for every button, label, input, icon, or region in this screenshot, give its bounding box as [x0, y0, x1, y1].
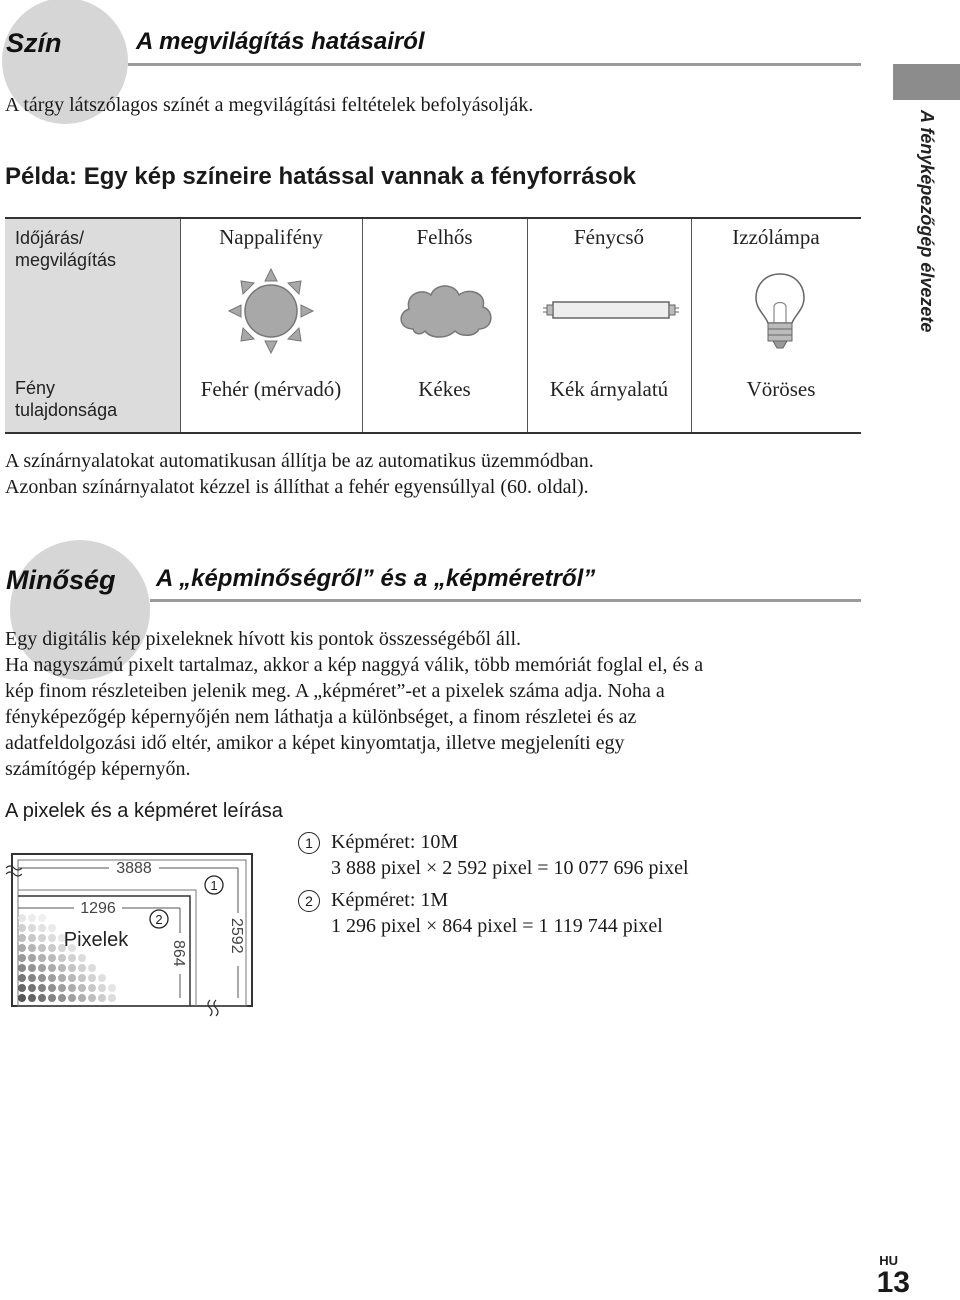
section-title-quality: A „képminőségről” és a „képméretről” — [156, 565, 596, 592]
property-cloudy: Kékes — [418, 377, 471, 401]
label-1296: 1296 — [80, 900, 116, 917]
paragraph-line: adatfeldolgozási idő eltér, amikor a képet kinyomtatja, illetve megjeleníti egy — [5, 732, 625, 754]
row-label-light: Fény tulajdonsága — [15, 378, 118, 420]
footer-page-number: 13 — [876, 1266, 910, 1299]
section-word-quality: Minőség — [6, 565, 116, 595]
size-marker-1: 1 — [298, 832, 320, 854]
label-2592: 2592 — [228, 918, 245, 954]
size-item-1-line-1: Képméret: 10M — [331, 831, 459, 853]
fluorescent-tube-icon — [543, 299, 679, 321]
property-daylight: Fehér (mérvadó) — [200, 377, 342, 401]
quality-paragraph-1: Egy digitális kép pixeleknek hívott kis pontok összességéből áll. — [5, 628, 522, 650]
diagram-title: A pixelek és a képméret leírása — [5, 800, 283, 822]
marker-1-label: 1 — [210, 878, 218, 893]
paragraph-line: Ha nagyszámú pixelt tartalmaz, akkor a kép naggyá válik, több memóriát foglal el, és a — [5, 654, 704, 676]
column-header-incandescent: Izzólámpa — [732, 225, 820, 249]
example-title: Példa: Egy kép színeire hatással vannak a fényforrások — [5, 163, 636, 190]
section-rule — [128, 63, 861, 66]
label-pixels: Pixelek — [63, 929, 129, 951]
light-bulb-icon — [753, 271, 807, 351]
lighting-table — [5, 217, 861, 434]
pixel-size-diagram — [4, 838, 269, 1028]
cloud-icon — [395, 281, 495, 341]
note-line-1: A színárnyalatokat automatikusan állítja be az automatikus üzemmódban. — [5, 450, 594, 472]
paragraph-line: számítógép képernyőn. — [5, 758, 191, 780]
property-fluorescent: Kék árnyalatú — [549, 377, 669, 401]
size-marker-2: 2 — [298, 890, 320, 912]
sun-icon — [227, 267, 315, 355]
paragraph-line: kép finom részleteiben jelenik meg. A „képméret”-et a pixelek száma adja. Noha a — [5, 680, 665, 702]
paragraph-line: fényképezőgép képernyőjén nem láthatja a különbséget, a finom részletei és az — [5, 706, 637, 728]
size-item-2-line-1: Képméret: 1M — [331, 889, 449, 911]
label-3888: 3888 — [116, 860, 152, 877]
section-title-lighting: A megvilágítás hatásairól — [136, 28, 425, 55]
section-word-color: Szín — [6, 28, 62, 58]
property-incandescent: Vöröses — [746, 377, 816, 401]
row-label-weather: Időjárás/ megvilágítás — [15, 228, 117, 270]
chapter-side-label — [915, 110, 945, 410]
column-header-fluorescent: Fénycső — [574, 225, 644, 249]
size-item-2-line-2: 1 296 pixel × 864 pixel = 1 119 744 pixel — [331, 915, 663, 937]
column-header-daylight: Nappalifény — [219, 225, 323, 249]
quality-paragraph-2 — [5, 652, 875, 782]
column-header-cloudy: Felhős — [416, 225, 473, 249]
chapter-side-text: A fényképezőgép élvezete — [917, 110, 937, 333]
intro-text: A tárgy látszólagos színét a megvilágítási feltételek befolyásolják. — [5, 94, 534, 116]
note-line-2: Azonban színárnyalatot kézzel is állíthat a fehér egyensúllyal (60. oldal). — [5, 476, 589, 498]
size-item-1-line-2: 3 888 pixel × 2 592 pixel = 10 077 696 pixel — [331, 857, 689, 879]
chapter-tab-marker — [893, 64, 960, 100]
section-rule — [150, 599, 861, 602]
footer-language: HU — [879, 1253, 898, 1268]
label-864: 864 — [170, 940, 187, 967]
marker-2-label: 2 — [155, 912, 163, 927]
